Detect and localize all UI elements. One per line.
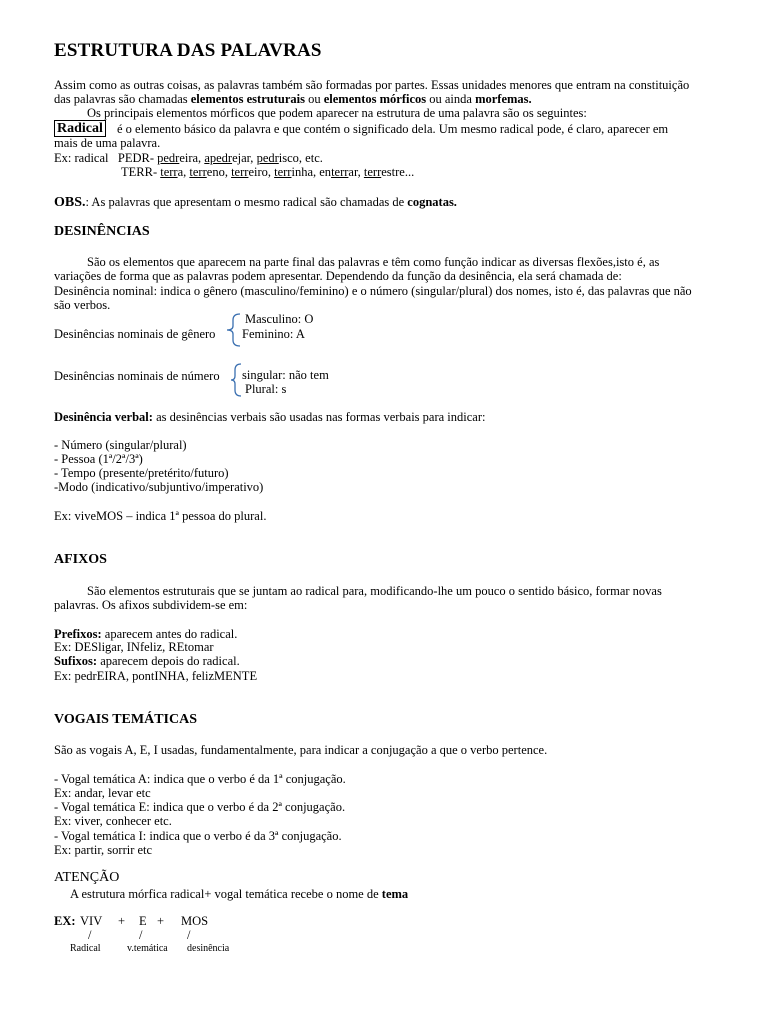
suffix-text: ejar,: [232, 151, 257, 165]
section-heading-atencao: ATENÇÃO: [54, 870, 120, 885]
intro-line-3: Os principais elementos mórficos que podem aparecer na estrutura de uma palavra são os seguintes:: [87, 106, 587, 120]
afixos-p1: São elementos estruturais que se juntam ao radical para, modificando-lhe um pouco o sentido básico, formar novas: [87, 584, 662, 598]
obs-text: : As palavras que apresentam o mesmo radical são chamadas de: [85, 195, 408, 209]
ex-part-plus: +: [157, 914, 165, 928]
term-elementos-morficos: elementos mórficos: [323, 92, 427, 106]
suffix-text: isco, etc.: [278, 151, 323, 165]
radical-underlined: terr: [189, 165, 207, 179]
radical-underlined: terr: [363, 165, 382, 179]
brace-icon: [224, 312, 242, 348]
ex-label-text: EX:: [54, 914, 76, 928]
numero-singular: singular: não tem: [242, 368, 329, 382]
ex-slash: /: [139, 928, 143, 942]
suffix-text: estre...: [381, 165, 415, 179]
atencao-line: [70, 887, 408, 902]
radical-example-pedr: [54, 151, 323, 166]
page-title: ESTRUTURA DAS PALAVRAS: [54, 40, 322, 61]
afixos-p2: palavras. Os afixos subdividem-se em:: [54, 598, 248, 612]
numero-plural: Plural: s: [245, 382, 287, 396]
term-elementos-estruturais: elementos estruturais: [190, 92, 305, 106]
ex-part-mos: MOS: [181, 914, 209, 928]
radical-underlined: terr: [231, 165, 249, 179]
genero-feminino: Feminino: A: [242, 327, 305, 341]
desinencias-p2: variações de forma que as palavras podem apresentar. Dependendo da função da desinência, ela será chamada de:: [54, 269, 622, 283]
radical-label: Radical: [54, 120, 106, 137]
radical-underlined: terr: [274, 165, 292, 179]
caption-radical: Radical: [70, 943, 101, 954]
intro-text: ou: [304, 92, 324, 106]
radical-underlined: pedr: [157, 151, 180, 165]
ex-slash: /: [88, 928, 92, 942]
example-prefix: Ex: radical PEDR-: [54, 151, 158, 165]
radical-desc-1: é o elemento básico da palavra e que contém o significado dela. Um mesmo radical pode, é claro, aparecer em: [117, 122, 669, 136]
suffix-text: eiro,: [248, 165, 275, 179]
caption-vtematica: v.temática: [127, 943, 168, 954]
suffix-text: eno,: [206, 165, 232, 179]
verbal-label: Desinência verbal:: [54, 410, 153, 424]
ex-label: [54, 914, 76, 929]
verbal-list-item: - Tempo (presente/pretérito/futuro): [54, 466, 229, 480]
section-heading-vogais: VOGAIS TEMÁTICAS: [54, 712, 197, 727]
verbal-text: as desinências verbais são usadas nas formas verbais para indicar:: [152, 410, 486, 424]
ex-part-e: E: [139, 914, 147, 928]
suffix-text: eira,: [179, 151, 205, 165]
suffix-text: inha, en: [291, 165, 332, 179]
suffix-text: ar,: [348, 165, 364, 179]
term-morfemas: morfemas.: [475, 92, 532, 106]
suffix-text: a,: [177, 165, 190, 179]
desinencias-p3: Desinência nominal: indica o gênero (masculino/feminino) e o número (singular/plural) dos nomes, isto é, das palavras que não: [54, 284, 692, 298]
caption-desinencia: desinência: [187, 943, 230, 954]
sufixos-example: Ex: pedrEIRA, pontINHA, felizMENTE: [54, 669, 258, 683]
prefixos-text: aparecem antes do radical.: [101, 627, 238, 641]
example-prefix: TERR-: [121, 165, 161, 179]
radical-underlined: apedr: [204, 151, 233, 165]
radical-row: [54, 121, 106, 137]
term-tema: tema: [381, 887, 409, 901]
verbal-line: [54, 410, 485, 425]
prefixos-label: Prefixos:: [54, 627, 102, 641]
obs-label: OBS.: [54, 195, 86, 210]
sufixos-text: aparecem depois do radical.: [97, 654, 240, 668]
sufixos-label: Sufixos:: [54, 654, 98, 668]
intro-line-1: Assim como as outras coisas, as palavras também são formadas por partes. Essas unidades menores que entram na constituição: [54, 78, 690, 92]
vogais-line: - Vogal temática E: indica que o verbo é da 2ª conjugação.: [54, 800, 346, 814]
verbal-list-item: -Modo (indicativo/subjuntivo/imperativo): [54, 480, 264, 494]
vogais-line: Ex: andar, levar etc: [54, 786, 151, 800]
radical-desc-2: mais de uma palavra.: [54, 136, 161, 150]
intro-text: ou ainda: [426, 92, 476, 106]
genero-masculino: Masculino: O: [245, 312, 314, 326]
verbal-list-item: - Pessoa (1ª/2ª/3ª): [54, 452, 143, 466]
vogais-line: Ex: viver, conhecer etc.: [54, 814, 172, 828]
ex-part-viv: VIV: [80, 914, 103, 928]
intro-text: das palavras são chamadas: [54, 92, 191, 106]
desinencias-p4: são verbos.: [54, 298, 111, 312]
numero-label: Desinências nominais de número: [54, 369, 220, 383]
vogais-line: - Vogal temática I: indica que o verbo é da 3ª conjugação.: [54, 829, 342, 843]
intro-line-2: [54, 92, 532, 107]
obs-line: [54, 195, 457, 211]
genero-label: Desinências nominais de gênero: [54, 327, 216, 341]
radical-underlined: pedr: [256, 151, 279, 165]
verbal-example: Ex: viveMOS – indica 1ª pessoa do plural.: [54, 509, 267, 523]
sufixos-line: [54, 654, 240, 669]
ex-part-plus: +: [118, 914, 126, 928]
prefixos-example: Ex: DESligar, INfeliz, REtomar: [54, 640, 214, 654]
vogais-p1: São as vogais A, E, I usadas, fundamentalmente, para indicar a conjugação a que o verbo pertence.: [54, 743, 548, 757]
verbal-list-item: - Número (singular/plural): [54, 438, 187, 452]
radical-underlined: terr: [331, 165, 349, 179]
section-heading-afixos: AFIXOS: [54, 552, 107, 567]
radical-underlined: terr: [160, 165, 178, 179]
section-heading-desinencias: DESINÊNCIAS: [54, 224, 150, 239]
desinencias-p1: São os elementos que aparecem na parte final das palavras e têm como função indicar as diversas flexões,isto é, as: [87, 255, 660, 269]
atencao-text: A estrutura mórfica radical+ vogal temática recebe o nome de: [70, 887, 382, 901]
term-cognatas: cognatas.: [407, 195, 457, 209]
vogais-line: Ex: partir, sorrir etc: [54, 843, 153, 857]
radical-example-terr: [121, 165, 414, 180]
ex-slash: /: [187, 928, 191, 942]
vogais-line: - Vogal temática A: indica que o verbo é da 1ª conjugação.: [54, 772, 346, 786]
